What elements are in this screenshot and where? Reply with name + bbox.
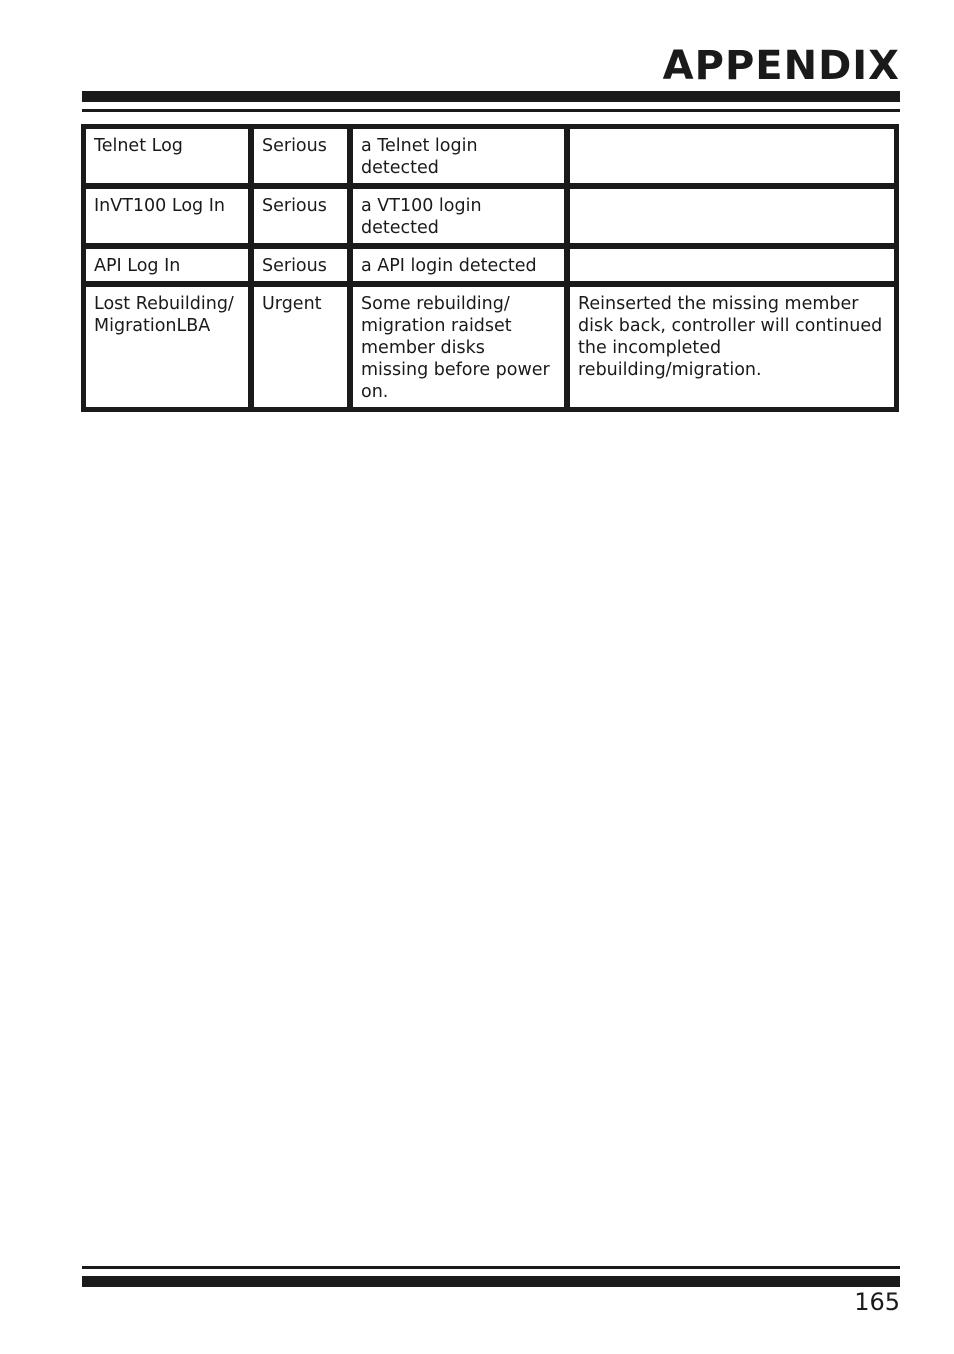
action-cell [567, 246, 897, 284]
meaning-cell: a VT100 login detected [350, 186, 567, 246]
event-table [81, 124, 899, 412]
event-cell: Lost Rebuilding/ MigrationLBA [83, 284, 251, 410]
event-table-wrapper [81, 124, 899, 412]
page-number: 165 [854, 1288, 900, 1316]
table-row [83, 284, 897, 410]
event-cell: InVT100 Log In [83, 186, 251, 246]
level-cell: Urgent [251, 284, 350, 410]
event-cell: API Log In [83, 246, 251, 284]
table-row [83, 186, 897, 246]
header-rule-thin [82, 109, 900, 112]
meaning-cell: a API login detected [350, 246, 567, 284]
footer-rule-thin [82, 1266, 900, 1269]
level-cell: Serious [251, 246, 350, 284]
table-row [83, 126, 897, 186]
header-rule-thick [82, 91, 900, 102]
action-cell [567, 126, 897, 186]
page-title: APPENDIX [662, 43, 900, 89]
footer-rule-thick [82, 1276, 900, 1287]
level-cell: Serious [251, 186, 350, 246]
event-cell: Telnet Log [83, 126, 251, 186]
action-cell: Reinserted the missing member disk back, controller will continued the incompleted rebuilding/migration. [567, 284, 897, 410]
meaning-cell: a Telnet login detected [350, 126, 567, 186]
table-row [83, 246, 897, 284]
meaning-cell: Some rebuilding/ migration raidset member disks missing before power on. [350, 284, 567, 410]
level-cell: Serious [251, 126, 350, 186]
action-cell [567, 186, 897, 246]
